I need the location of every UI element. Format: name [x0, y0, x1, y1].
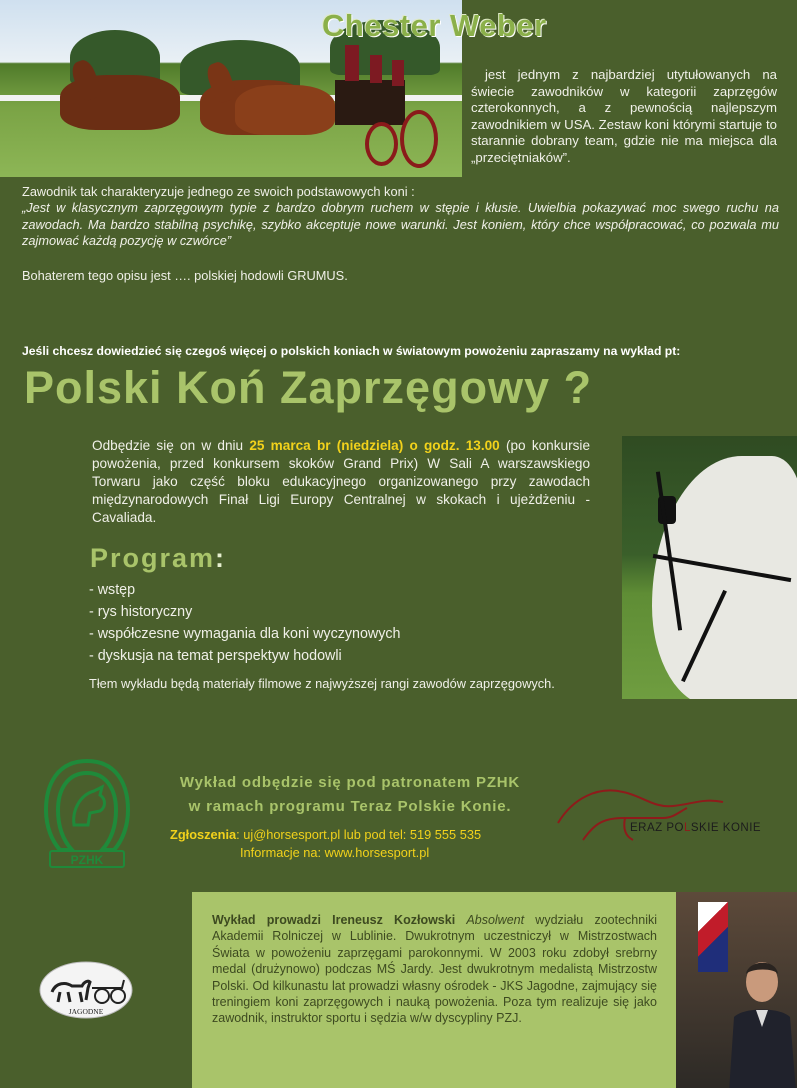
lecture-title: Polski Koń Zaprzęgowy ? — [24, 362, 593, 413]
program-title-text: Program — [90, 543, 216, 573]
event-date-time: 25 marca br (niedziela) o godz. 13.00 — [249, 438, 500, 453]
hero-line: Bohaterem tego opisu jest …. polskiej hodowli GRUMUS. — [22, 268, 348, 283]
jagodne-logo-text: JAGODNE — [68, 1007, 104, 1016]
page-title: Chester Weber — [322, 8, 547, 43]
info-link[interactable]: Informacje na: www.horsesport.pl — [240, 845, 430, 860]
pzhk-logo-text: PZHK — [70, 853, 104, 867]
patronage-line1: Wykład odbędzie się pod patronatem PZHK — [179, 774, 521, 791]
lecturer-name: Wykład prowadzi Ireneusz Kozłowski — [212, 913, 456, 927]
tpk-text-part2: L — [683, 822, 691, 834]
intro-text: jest jednym z najbardziej utytułowanych na świecie zawodników w kategorii zaprzęgów czterokonnych, a z pewnością najlepszym zawodnikiem w USA. Zestaw koni którymi startuje to starannie dobrany team, gdzie nie ma miejsca dla „przeciętniaków”. — [471, 67, 777, 165]
patronage-line2: w ramach programu Teraz Polskie Konie. — [188, 798, 512, 815]
lecturer-bio-text: wydziału zootechniki Akademii Rolniczej w Lublinie. Dwukrotnym uczestniczył w Mistrzostwach Świata w powożeniu zaprzęgami parokonnymi. W 2003 roku zdobył srebrny medal (drużynowo) podczas MŚ Jardy. Jest dwukrotnym medalistą Mistrzostw Polski. Od kilkunastu lat prowadzi własny ośrodek - JKS Jagodne, zajmujący się treningiem koni zaprzęgowych i nauką powożenia. Poza tym realizuje się jako zawodnik, instruktor sportu i sędzia w/w dyscypliny PZJ. — [212, 913, 657, 1026]
tpk-text-part1: ERAZ PO — [630, 822, 684, 834]
lecturer-role: Absolwent — [466, 913, 525, 927]
patronage-text — [150, 771, 550, 819]
lecturer-bio — [212, 912, 657, 1027]
contact-info — [170, 826, 481, 862]
program-item: - wstęp — [89, 582, 136, 598]
lecturer-photo — [676, 892, 797, 1088]
event-details — [92, 437, 590, 527]
details-prefix: Odbędzie się on w dniu — [92, 438, 250, 453]
contact-text[interactable]: : uj@horsesport.pl lub pod tel: 519 555 535 — [236, 827, 482, 842]
program-item: - rys historyczny — [89, 604, 193, 620]
program-title — [90, 543, 226, 574]
film-note: Tłem wykładu będą materiały filmowe z najwyższej rangi zawodów zaprzęgowych. — [89, 676, 555, 691]
tpk-text-part3: SKIE KONIE — [690, 822, 762, 834]
horse-head-photo — [622, 436, 797, 699]
contact-label: Zgłoszenia — [170, 827, 237, 842]
invite-text: Jeśli chcesz dowiedzieć się czegoś więcej o polskich koniach w światowym powożeniu zapraszamy na wykład pt: — [22, 344, 681, 358]
program-list — [89, 579, 401, 667]
details-rest: (po konkursie powożenia, przed konkursem skoków Grand Prix) W Sali A warszawskiego Torwaru jako część bloku edukacyjnego organizowanego przy zawodach międzynarodowych Finał Ligi Europy Centralnej w skokach i ujeżdżeniu - Cavaliada. — [92, 438, 591, 525]
description-lead: Zawodnik tak charakteryzuje jednego ze swoich podstawowych koni : — [22, 184, 415, 199]
teraz-polskie-konie-text — [630, 822, 761, 834]
pzhk-logo — [42, 755, 132, 870]
teraz-polskie-konie-logo — [553, 778, 785, 848]
jagodne-logo — [38, 960, 134, 1020]
program-title-colon: : — [215, 543, 227, 573]
horse-quote: „Jest w klasycznym zaprzęgowym typie z bardzo dobrym ruchem w stępie i kłusie. Uwielbia pokazywać moc swego ruchu na zawodach. Ma bardzo stabilną psychikę, szybko akceptuje nowe warunki. Jest koniem, który chce współpracować, co pozwala mu zajmować każdą pozycję w czwórce” — [22, 200, 779, 249]
program-item: - dyskusja na temat perspektyw hodowli — [89, 648, 342, 664]
program-item: - współczesne wymagania dla koni wyczynowych — [89, 626, 401, 642]
